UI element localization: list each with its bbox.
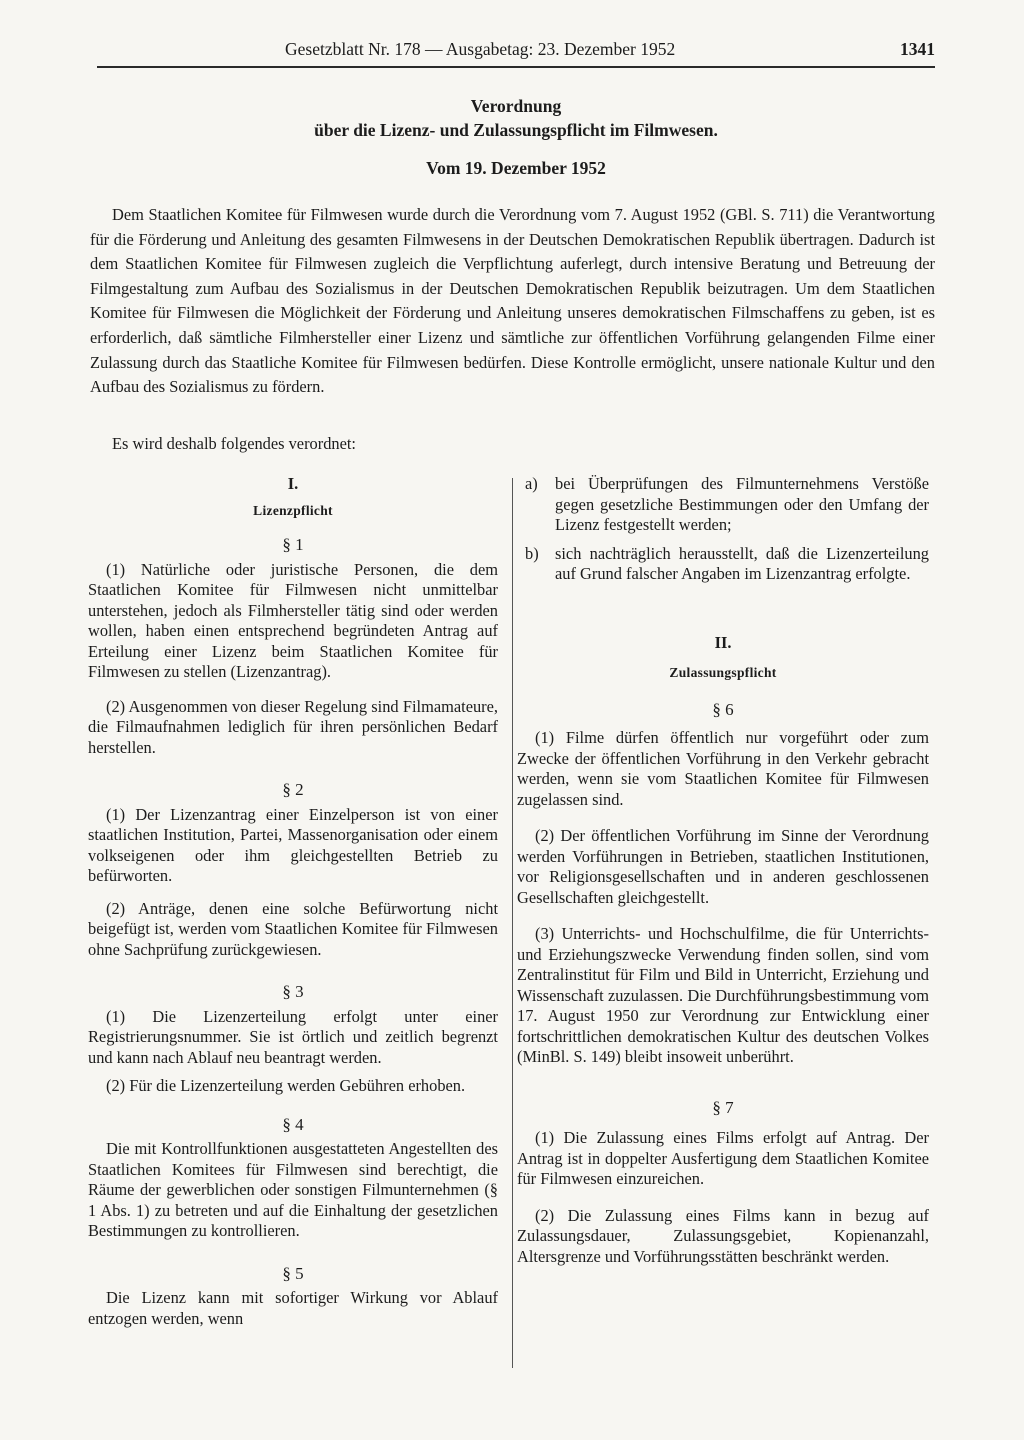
item-b-label: b) — [525, 543, 539, 563]
section-3-paragraph-1: (1) Die Lizenzerteilung erfolgt unter einer Registrierungsnummer. Sie ist örtlich und zeitlich begrenzt und kann nach Ablauf neu beantragt werden. — [88, 1006, 498, 1067]
right-column — [517, 474, 929, 1267]
part-1-title: Lizenzpflicht — [253, 502, 333, 518]
page-number: 1341 — [900, 39, 935, 59]
section-5-item-b — [517, 544, 929, 585]
preamble: Dem Staatlichen Komitee für Filmwesen wurde durch die Verordnung vom 7. August 1952 (GBl. S. 711) die Verantwortung für die Förderung und Anleitung des gesamten Filmwesens in der Deutschen Demokratischen Republik übertragen. Dadurch ist dem Staatlichen Komitee für Filmwesen zugleich die Verpflichtung auferlegt, durch intensive Beratung und Betreuung der Filmgestaltung zum Aufbau des Sozialismus in der Deutschen Demokratischen Republik beizutragen. Um dem Staatlichen Komitee für Filmwesen die Möglichkeit der Förderung und Anleitung unseres demokratischen Filmschaffens zu geben, ist es erforderlich, daß sämtliche Filmhersteller einer Lizenz und sämtliche zur öffentlichen Vorführung gelangenden Filme einer Zulassung durch das Staatliche Komitee für Filmwesen bedürfen. Diese Kontrolle ermöglicht, unsere nationale Kultur und den Aufbau des Sozialismus zu fördern. — [90, 205, 935, 397]
section-2-label: § 2 — [282, 780, 304, 799]
section-3-paragraph-2: (2) Für die Lizenzerteilung werden Gebühren erhoben. — [106, 1076, 466, 1095]
section-7-paragraph-2: (2) Die Zulassung eines Films kann in bezug auf Zulassungsdauer, Zulassungsgebiet, Kopienanzahl, Altersgrenze und Vorführungsstätten beschränkt werden. — [517, 1205, 929, 1266]
document-date: Vom 19. Dezember 1952 — [426, 158, 606, 178]
item-a-text: bei Überprüfungen des Filmunternehmens Verstöße gegen gesetzliche Bestimmungen oder den Umfang der Lizenz festgestellt werden; — [555, 474, 929, 534]
section-4-label: § 4 — [282, 1114, 304, 1134]
lead-in: Es wird deshalb folgendes verordnet: — [112, 434, 356, 453]
section-7-paragraph-1: (1) Die Zulassung eines Films erfolgt auf Antrag. Der Antrag ist in doppelter Ausfertigung dem Staatlichen Komitee für Filmwesen einzureichen. — [517, 1128, 929, 1188]
part-2-numeral: II. — [714, 632, 732, 652]
gazette-title: Gesetzblatt Nr. 178 — Ausgabetag: 23. Dezember 1952 — [285, 39, 676, 59]
document-subtitle: über die Lizenz- und Zulassungspflicht im Filmwesen. — [314, 120, 718, 140]
section-6-paragraph-2: (2) Der öffentlichen Vorführung im Sinne der Verordnung werden Vorführungen in Betrieben, staatlichen Institutionen, vor Religionsgesellschaften und in anderen geschlossenen Gesellschaften gleichgestellt. — [517, 826, 929, 907]
part-1-numeral: I. — [287, 474, 299, 493]
item-b-text: sich nachträglich herausstellt, daß die Lizenzerteilung auf Grund falscher Angaben im Lizenzantrag erfolgte. — [555, 543, 929, 583]
section-4-paragraph-1: Die mit Kontrollfunktionen ausgestatteten Angestellten des Staatlichen Komitees für Filmwesen sind berechtigt, die Räume der gewerblichen oder sonstigen Filmunternehmen (§ 1 Abs. 1) zu betreten und auf die Einhaltung der gesetzlichen Bestimmungen zu kontrollieren. — [88, 1139, 498, 1240]
section-6-label: § 6 — [712, 699, 734, 719]
section-1-paragraph-1: (1) Natürliche oder juristische Personen, die dem Staatlichen Komitee für Filmwesen nicht unmittelbar unterstehen, jedoch als Filmhersteller tätig sind oder werden wollen, haben einen entsprechend begründeten Antrag auf Erteilung einer Lizenz beim Staatlichen Komitee für Filmwesen zu stellen (Lizenzantrag). — [88, 559, 498, 681]
column-divider — [512, 478, 513, 1368]
section-2-paragraph-1: (1) Der Lizenzantrag einer Einzelperson ist von einer staatlichen Institution, Partei, Massenorganisation oder einem volkseigenen oder ihm gleichgestellten Betrieb zu befürworten. — [88, 804, 498, 885]
section-1-paragraph-2: (2) Ausgenommen von dieser Regelung sind Filmamateure, die Filmaufnahmen lediglich für ihren persönlichen Bedarf herstellen. — [88, 696, 498, 757]
section-6-paragraph-1: (1) Filme dürfen öffentlich nur vorgeführt oder zum Zwecke der öffentlichen Vorführung in den Verkehr gebracht werden, wenn sie vom Staatlichen Komitee für Filmwesen zugelassen sind. — [517, 728, 929, 809]
section-1-label: § 1 — [282, 535, 304, 554]
left-column — [88, 474, 498, 1329]
document-title: Verordnung — [470, 96, 562, 116]
item-a-label: a) — [525, 474, 538, 493]
header-rule — [97, 66, 935, 68]
section-3-label: § 3 — [282, 982, 304, 1001]
section-2-paragraph-2: (2) Anträge, denen eine solche Befürwortung nicht beigefügt ist, werden vom Staatlichen Komitee für Filmwesen ohne Sachprüfung zurückgewiesen. — [88, 898, 498, 959]
section-5-paragraph-1: Die Lizenz kann mit sofortiger Wirkung vor Ablauf entzogen werden, wenn — [88, 1288, 498, 1328]
section-6-paragraph-3: (3) Unterrichts- und Hochschulfilme, die für Unterrichts- und Erziehungszwecke Verwendung finden sollen, sind vom Zentralinstitut für Film und Bild in Unterricht, Erziehung und Wissenschaft zuzulassen. Die Durchführungsbestimmung vom 17. August 1950 zur Verordnung zur Entwicklung einer fortschrittlichen demokratischen Kultur des deutschen Volkes (MinBl. S. 149) bleibt insoweit unberührt. — [517, 924, 929, 1066]
part-2-title: Zulassungspflicht — [669, 665, 777, 680]
section-5-item-a — [517, 474, 929, 536]
section-5-label: § 5 — [282, 1263, 304, 1283]
section-7-label: § 7 — [712, 1097, 734, 1117]
